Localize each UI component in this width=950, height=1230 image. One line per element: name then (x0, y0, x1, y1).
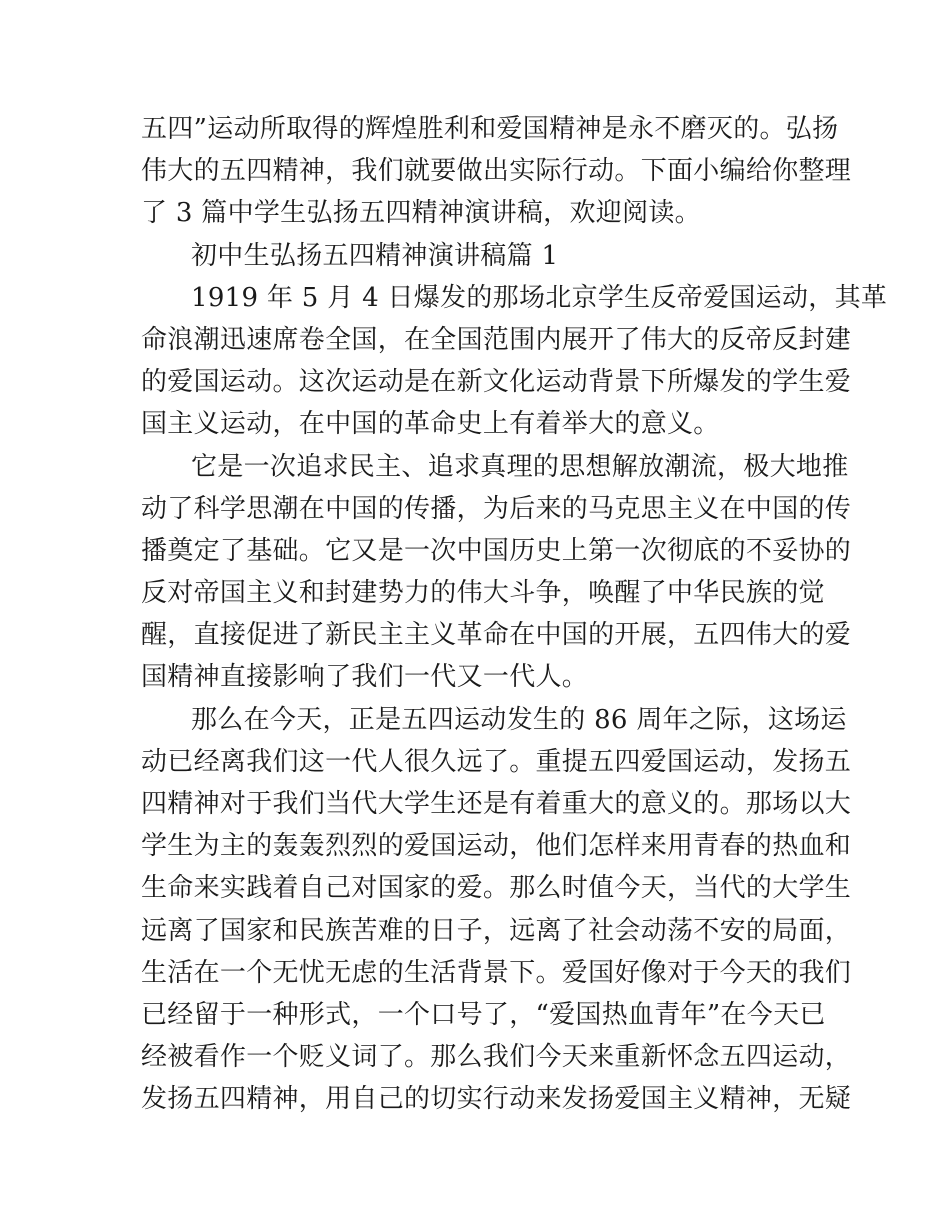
text-line-9: 它是一次追求民主、追求真理的思想解放潮流，极大地推 (191, 451, 849, 482)
text-line-10: 动了科学思潮在中国的传播，为后来的马克思主义在中国的传 (141, 493, 852, 524)
text-line-12: 反对帝国主义和封建势力的伟大斗争，唤醒了中华民族的觉 (141, 578, 825, 609)
text-line-16: 动已经离我们这一代人很久远了。重提五四爱国运动，发扬五 (141, 746, 852, 777)
text-line-7: 的爱国运动。这次运动是在新文化运动背景下所爆发的学生爱 (141, 367, 852, 398)
text-line-17: 四精神对于我们当代大学生还是有着重大的意义的。那场以大 (141, 789, 852, 819)
text-line-24: 发扬五四精神，用自己的切实行动来发扬爱国主义精神，无疑 (141, 1084, 852, 1115)
text-line-8: 国主义运动，在中国的革命史上有着举大的意义。 (141, 409, 720, 440)
text-line-13: 醒，直接促进了新民主主义革命在中国的开展，五四伟大的爱 (141, 620, 852, 651)
text-line-18: 学生为主的轰轰烈烈的爱国运动，他们怎样来用青春的热血和 (141, 831, 852, 862)
text-line-11: 播奠定了基础。它又是一次中国历史上第一次彻底的不妥协的 (141, 535, 852, 566)
section-heading: 初中生弘扬五四精神演讲稿篇 1 (191, 240, 559, 271)
text-line-20: 远离了国家和民族苦难的日子，远离了社会动荡不安的局面， (141, 915, 852, 946)
document-body (141, 108, 888, 1121)
text-line-3: 了 3 篇中学生弘扬五四精神演讲稿，欢迎阅读。 (141, 198, 701, 229)
text-line-14: 国精神直接影响了我们一代又一代人。 (141, 662, 589, 693)
text-line-19: 生命来实践着自己对国家的爱。那么时值今天，当代的大学生 (141, 873, 852, 904)
text-line-5: 1919 年 5 月 4 日爆发的那场北京学生反帝爱国运动，其革 (191, 282, 888, 313)
text-line-22: 已经留于一种形式，一个口号了，“爱国热血青年”在今天已 (141, 999, 826, 1030)
text-line-2: 伟大的五四精神，我们就要做出实际行动。下面小编给你整理 (141, 156, 852, 187)
text-line-1: 五四”运动所取得的辉煌胜利和爱国精神是永不磨灭的。弘扬 (141, 114, 839, 144)
text-line-21: 生活在一个无忧无虑的生活背景下。爱国好像对于今天的我们 (141, 957, 852, 988)
text-line-6: 命浪潮迅速席卷全国，在全国范围内展开了伟大的反帝反封建 (141, 324, 852, 355)
text-line-23: 经被看作一个贬义词了。那么我们今天来重新怀念五四运动， (141, 1042, 852, 1073)
text-line-15: 那么在今天，正是五四运动发生的 86 周年之际，这场运 (191, 704, 847, 735)
